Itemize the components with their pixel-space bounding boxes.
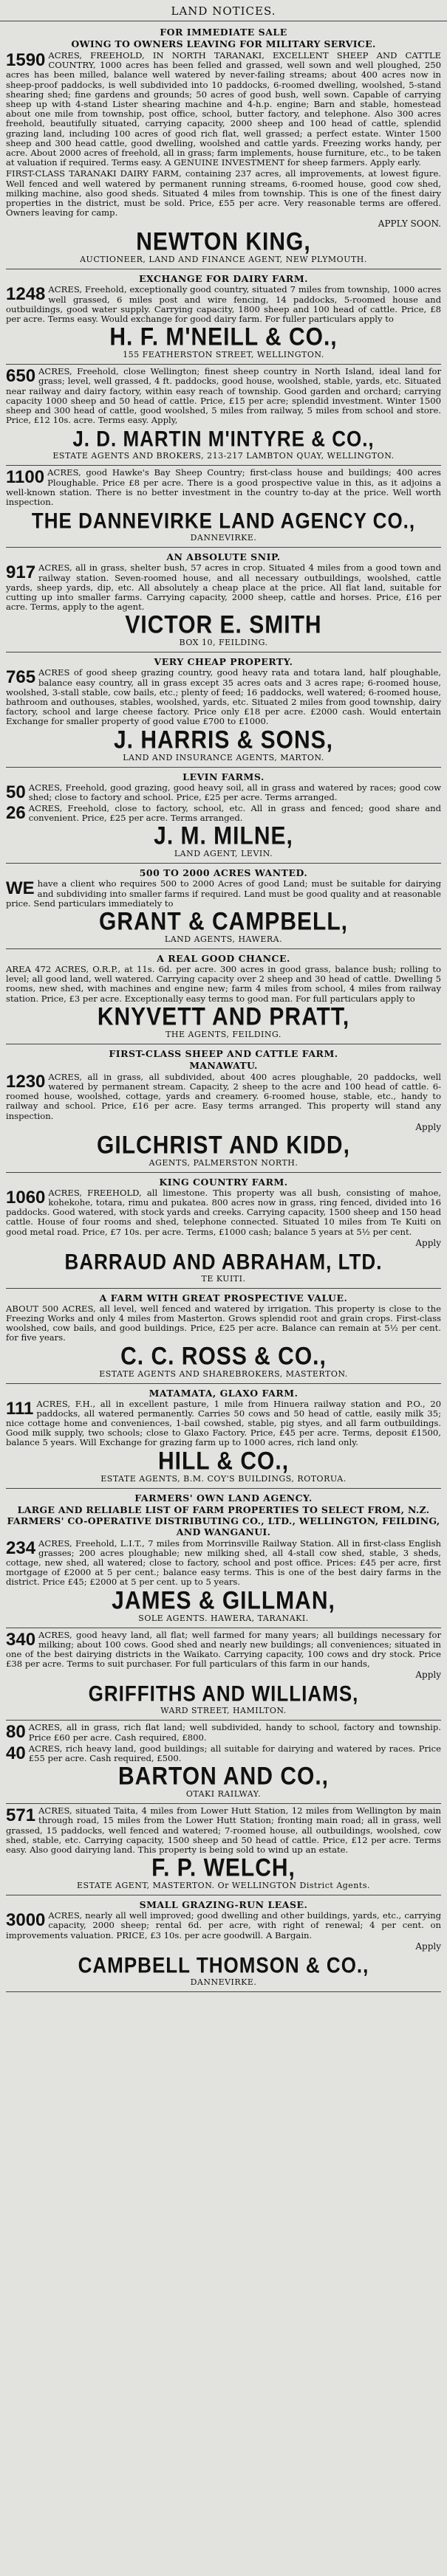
ad-firm-address: ESTATE AGENTS AND SHAREBROKERS, MASTERTON. xyxy=(99,1368,348,1379)
ad-firm-name: NEWTON KING, xyxy=(136,227,311,256)
ad-body xyxy=(6,1188,441,1237)
ad-acreage: 1100 xyxy=(6,467,45,488)
ad-body xyxy=(6,468,441,507)
ad-heading: A FARM WITH GREAT PROSPECTIVE VALUE. xyxy=(99,1292,348,1304)
land-ad xyxy=(6,548,441,652)
ad-body xyxy=(6,1806,441,1855)
ad-firm-name: KNYVETT AND PRATT, xyxy=(97,1002,350,1031)
ad-heading: KING COUNTRY FARM. xyxy=(159,1176,288,1188)
ad-body-second xyxy=(6,1744,441,1763)
ad-heading: SMALL GRAZING-RUN LEASE. xyxy=(139,1899,308,1911)
ad-body xyxy=(6,51,441,168)
ad-acreage: 1248 xyxy=(6,284,46,305)
land-ad xyxy=(6,1721,441,1804)
ad-heading: EXCHANGE FOR DAIRY FARM. xyxy=(138,273,309,285)
ad-body xyxy=(6,965,441,1004)
ad-body-second xyxy=(6,169,441,218)
ad-body xyxy=(6,1539,441,1588)
ad-heading: FIRST-CLASS SHEEP AND CATTLE FARM. xyxy=(109,1047,338,1059)
ad-acreage: 765 xyxy=(6,667,36,688)
land-ad xyxy=(6,768,441,864)
ad-firm-address: TE KUITI. xyxy=(201,1273,246,1284)
ad-body xyxy=(6,879,441,909)
ad-acreage: 1590 xyxy=(6,50,46,70)
ad-firm-name: BARRAUD AND ABRAHAM, LTD. xyxy=(64,1248,383,1275)
ad-subheading: OWING TO OWNERS LEAVING FOR MILITARY SERVICE. xyxy=(71,38,376,49)
ad-body-text: AREA 472 ACRES, O.R.P., at 11s. 6d. per acre. 300 acres in good grass, balance bush; rolling to level; all good land, well watered. Carrying capacity over 2 sheep and 30 head of cattle. Dwelling 5 rooms, new shed, with machines and engine new; farm 4 miles from school, 4 miles from railway station. Price, £3 per acre. Exceptionally easy terms to good man. For full particulars apply to xyxy=(6,963,441,1004)
ad-heading: FARMERS' OWN LAND AGENCY. xyxy=(134,1492,313,1504)
ad-apply-note: Apply xyxy=(415,1237,441,1248)
ad-firm-name: JAMES & GILLMAN, xyxy=(112,1586,335,1615)
ad-firm-address: DANNEVIRKE. xyxy=(190,533,257,543)
ad-body-text: ACRES, good heavy land, all flat; well farmed for many years; all buildings necessary for milking; about 100 cows. Good shed and nearly new buildings; all conveniences; situated in one of the best dairying districts in the Waikato. Carrying capacity, 100 cows and dry stock. Price £38 per acre. Terms to suit purchaser. For full particulars of this farm in our hands, xyxy=(6,1629,441,1670)
ad-body-text: ACRES of good sheep grazing country, good heavy rata and totara land, half ploughable, balance easy country, all in grass except 35 acres oats and 3 acres rape; 6-roomed house, woolshed, 3-stall stable, cow bails, etc.; plenty of feed; 16 paddocks, well watered; 6-roomed house, bathroom and outhouses, stables, woolshed, yards, etc. Situated 2 miles from good township, dairy factory, school and large cheese factory. Price only £18 per acre. £2000 cash. Would entertain Exchange for smaller property of good value £700 to £1000. xyxy=(6,667,441,727)
land-ad xyxy=(6,1044,441,1173)
ad-body-text: ACRES, Freehold, close Wellington; finest sheep country in North Island, ideal land for grass; level, well grassed, 4 ft. paddocks, good house, woolshed, stable, yards, etc. Situated near railway and dairy factory, within easy reach of township. Good garden and orchard; carrying capacity 1000 sheep and 50 head of cattle. Price, £15 per acre; splendid investment. Winter 1500 sheep and 300 head of cattle, good woolshed, 5 miles from railway, 5 miles from school and store. Price, £12 10s. acre. Terms easy. Apply, xyxy=(6,366,441,426)
ad-body xyxy=(6,1072,441,1121)
ad-body-text: ACRES, nearly all well improved; good dwelling and other buildings, yards, etc., carrying capacity, 2000 sheep; rental 6d. per acre, with right of renewal; 4 per cent. on improvements valuation. PRICE, £3 10s. per acre goodwill. A Bargain. xyxy=(6,1910,441,1940)
ad-firm-address: AGENTS, PALMERSTON NORTH. xyxy=(149,1157,298,1168)
ad-firm-address: THE AGENTS, FEILDING. xyxy=(166,1029,281,1039)
land-ad xyxy=(6,1895,441,1992)
ad-firm-address: OTAKI RAILWAY. xyxy=(185,1789,262,1800)
ad-acreage: 650 xyxy=(6,366,36,387)
classified-ads-column xyxy=(0,23,447,1992)
ad-body-text: ACRES, all in grass, shelter bush, 57 acres in crop. Situated 4 miles from a good town and railway station. Seven-roomed house, and all necessary outbuildings, woolshed, cattle yards, sheep yards, dip, etc. All absolutely a cheap place at the price. All flat land, suitable for cutting up into smaller farms. Carrying capacity, 2000 sheep, cattle and horses. Price, £16 per acre. Terms, apply to the agent. xyxy=(6,562,441,613)
ad-firm-address: AUCTIONEER, LAND AND FINANCE AGENT, NEW PLYMOUTH. xyxy=(80,255,367,265)
land-ad xyxy=(6,1289,441,1384)
land-ad xyxy=(6,1489,441,1628)
ad-body-text: ACRES, F.H., all in excellent pasture, 1 mile from Hinuera railway station and P.O., 20 paddocks, all watered permanently. Carries 50 cows and 50 head of cattle, easily milk 35; nice cottage home and conveniences, 1-bail cowshed, stable, pig styes, and all farm outbuildings. Good milk supply, two schools; close to Glaxo Factory. Price, £45 per acre. Terms, deposit £1500, balance 5 years. Will Exchange for grazing farm up to 1000 acres, rich land only. xyxy=(6,1398,441,1448)
ad-firm-address: LAND AGENTS, HAWERA. xyxy=(164,934,283,944)
ad-body xyxy=(6,1304,441,1343)
ad-firm-address: DANNEVIRKE. xyxy=(190,1977,257,1987)
ad-body xyxy=(6,1399,441,1448)
ad-acreage: WE xyxy=(6,878,35,899)
ad-apply-note: Apply xyxy=(415,1121,441,1132)
land-ad xyxy=(6,23,441,269)
ad-heading: MATAMATA, GLAXO FARM. xyxy=(149,1387,298,1399)
ad-body-text: ACRES, Freehold, good grazing, good heavy soil, all in grass and watered by races; good cow shed; close to factory and school. Price, £25 per acre. Terms arranged. xyxy=(28,782,441,802)
ad-acreage: 1230 xyxy=(6,1071,46,1092)
ad-body-text: ACRES, FREEHOLD, IN NORTH TARANAKI, EXCELLENT SHEEP AND CATTLE COUNTRY, 1000 acres has been felled and grassed, well sown and well ploughed, 250 acres has been milled, balance well watered by never-failing streams; about 400 acres now in sheep-proof paddocks, is well subdivided into 10 paddocks, 6-roomed dwelling, woolshed, 5-stand shearing shed; fine gardens and grounds; 50 acres of good bush, well sown. Capable of carrying sheep up with 4-stand Lister shearing machine and 4-h.p. engine; Barn and stable, homestead about one mile from township, post office, school, butter factory, and telephone. Also 300 acres freehold, beautifully situated, carrying capacity, 2000 sheep and 100 head of cattle, splendid grazing land, including 100 acres of good rich flat, well grassed; a perfect estate. Winter 1500 sheep and 300 head cattle, good dwelling, woolshed and cattle yards. Freezing works handy, per acre. About 2000 acres of freehold, all in grass; farm implements, house furniture, etc., to be taken at valuation if required. Terms easy. A GENUINE INVESTMENT for sheep farmers. Apply early. xyxy=(6,50,441,168)
ad-apply-note: APPLY SOON. xyxy=(378,218,441,230)
ad-body-text: ACRES, all in grass, rich flat land; well subdivided, handy to school, factory and township. Price £60 per acre. Cash required, £800. xyxy=(28,1722,441,1743)
ad-firm-address: WARD STREET, HAMILTON. xyxy=(160,1706,287,1716)
land-ad xyxy=(6,1628,441,1721)
ad-firm-name: J. HARRIS & SONS, xyxy=(113,725,334,754)
ad-firm-address: BOX 10, FEILDING. xyxy=(179,638,268,648)
ad-body-second xyxy=(6,804,441,823)
land-ad xyxy=(6,466,441,548)
land-ad xyxy=(6,269,441,365)
ad-body-second-text: ACRES, Freehold, close to factory, school, etc. All in grass and fenced; good share and convenient. Price, £25 per acre. Terms arranged. xyxy=(28,802,441,824)
ad-firm-address: LAND AGENT, LEVIN. xyxy=(174,849,273,859)
ad-body-text: ACRES, FREEHOLD, all limestone. This property was all bush, consisting of mahoe, kohekohe, totara, rimu and pukatea. 800 acres now in grass, ring fenced, divided into 16 paddocks. Good watered, with stock yards and creeks. Carrying capacity, 1500 sheep and 150 head cattle. House of four rooms and shed, telephone connected. Situated 10 miles from Te Kuiti on good metal road. Price, £7 10s. per acre. Terms, £1000 cash; balance 5 years at 5½ per cent. xyxy=(6,1187,441,1237)
ad-firm-name: GILCHRIST AND KIDD, xyxy=(97,1131,350,1160)
ad-firm-name: GRANT & CAMPBELL, xyxy=(99,907,348,936)
ad-firm-name: J. M. MILNE, xyxy=(154,822,293,850)
ad-acreage: 80 xyxy=(6,1722,26,1743)
ad-firm-name: THE DANNEVIRKE LAND AGENCY CO., xyxy=(31,508,416,534)
ad-body-text: ABOUT 500 ACRES, all level, well fenced and watered by irrigation. This property is close to the Freezing Works and only 4 miles from Masterton. Grows splendid root and grain crops. First-class woolshed, cow bails, and good buildings. Price, £25 per acre. Balance can remain at 5½ per cent. for five years. xyxy=(6,1303,441,1343)
ad-firm-address: ESTATE AGENT, MASTERTON. Or WELLINGTON District Agents. xyxy=(77,1881,370,1891)
ad-subheading: LARGE AND RELIABLE LIST OF FARM PROPERTIES TO SELECT FROM, N.Z. FARMERS' CO-OPERATIVE DISTRIBUTING CO., LTD., WELLINGTON, FEILDING, AND WANGANUI. xyxy=(7,1504,440,1537)
ad-body xyxy=(6,367,441,425)
ad-firm-address: LAND AND INSURANCE AGENTS, MARTON. xyxy=(123,752,324,762)
ad-heading: VERY CHEAP PROPERTY. xyxy=(154,656,293,668)
ad-acreage: 3000 xyxy=(6,1910,46,1931)
ad-firm-name: F. P. WELCH, xyxy=(151,1853,296,1882)
land-ad xyxy=(6,1173,441,1289)
ad-firm-name: H. F. M'NEILL & CO., xyxy=(109,323,338,351)
ad-apply-note: Apply xyxy=(415,1940,441,1952)
ad-firm-name: VICTOR E. SMITH xyxy=(125,610,322,639)
ad-body-text: ACRES, situated Taita, 4 miles from Lower Hutt Station, 12 miles from Wellington by main through road, 15 miles from the Lower Hutt Station; fronting main road; all in grass, well grassed, 15 paddocks, well fenced and watered; 7-roomed house, all outbuildings, woolshed, cow shed, stable, etc. Carrying capacity, 1500 sheep and 50 head of cattle. Price, £12 per acre. Terms easy. Also good dairying land. This property is being sold to wind up an estate. xyxy=(6,1805,441,1856)
land-ad xyxy=(6,864,441,949)
land-ad xyxy=(6,1384,441,1489)
ad-acreage: 111 xyxy=(6,1398,34,1419)
ad-firm-address: ESTATE AGENTS AND BROKERS, 213-217 LAMBTON QUAY, WELLINGTON. xyxy=(52,451,395,461)
ad-firm-address: SOLE AGENTS. HAWERA, TARANAKI. xyxy=(138,1613,309,1623)
ad-body-second-text: FIRST-CLASS TARANAKI DAIRY FARM, containing 237 acres, all improvements, at lowest figure. Well fenced and well watered by permanent running streams, 6-roomed house, good cow shed, milking machine, also good sheds. Situated 4 miles from township. This is one of the finest dairy properties in the district, must be sold. Price, £55 per acre. Very reasonable terms are offered. Owners leaving for camp. xyxy=(6,168,441,218)
ad-acreage: 571 xyxy=(6,1805,36,1826)
ad-firm-address: 155 FEATHERSTON STREET, WELLINGTON. xyxy=(123,350,324,360)
ad-heading: 500 TO 2000 ACRES WANTED. xyxy=(139,867,308,879)
ad-heading: AN ABSOLUTE SNIP. xyxy=(166,551,281,563)
land-ad xyxy=(6,1804,441,1895)
ad-body-text: ACRES, good Hawke's Bay Sheep Country; first-class house and buildings; 400 acres Ploughable. Price £8 per acre. There is a good prospective value in this, as it adjoins a well-known station. There is no better investment in the country to-day at the price. Well worth inspection. xyxy=(6,467,441,508)
ad-heading: FOR IMMEDIATE SALE xyxy=(160,27,287,38)
ad-body-text: ACRES, all in grass, all subdivided, about 400 acres ploughable, 20 paddocks, well watered by permanent stream. Capacity, 2 sheep to the acre and 100 head of cattle. 6-roomed house, woolshed, cottage, yards and creamery. 6-roomed house, stable, etc., handy to railway and school. Price, £16 per acre. Easy terms arranged. This property will stand any inspection. xyxy=(6,1071,441,1121)
ad-body-text: have a client who requires 500 to 2000 Acres of good Land; must be suitable for dairying and subdividing into smaller farms if required. Land must be good quality and at reasonable price. Send particulars immediately to xyxy=(6,878,441,909)
ad-acreage: 340 xyxy=(6,1629,36,1650)
ad-heading: LEVIN FARMS. xyxy=(182,771,265,782)
ad-firm-name: CAMPBELL THOMSON & CO., xyxy=(78,1952,369,1978)
ad-firm-name: C. C. ROSS & CO., xyxy=(120,1342,327,1371)
ad-body xyxy=(6,668,441,726)
ad-firm-address: ESTATE AGENTS, B.M. COY'S BUILDINGS, ROTORUA. xyxy=(100,1473,347,1484)
ad-acreage-second: 26 xyxy=(6,802,26,823)
ad-body-text: ACRES, Freehold, exceptionally good country, situated 7 miles from township, 1000 acres well grassed, 6 miles post and wire fencing, 14 paddocks, 5-roomed house and outbuildings, good water supply. Carrying capacity, 1800 sheep and 100 head of cattle. Price, £8 per acre. Terms easy. Would exchange for good dairy farm. For fuller particulars apply to xyxy=(6,284,441,325)
page-title: LAND NOTICES. xyxy=(171,4,276,18)
ad-body-second-text: ACRES, rich heavy land, good buildings; all suitable for dairying and watered by races. Price £55 per acre. Cash required, £500. xyxy=(28,1743,441,1764)
ad-apply-note: Apply xyxy=(415,1670,441,1681)
ad-body xyxy=(6,563,441,612)
ad-firm-name: HILL & CO., xyxy=(157,1447,290,1475)
ad-firm-name: BARTON AND CO., xyxy=(118,1762,329,1791)
ad-firm-name: J. D. MARTIN M'INTYRE & CO., xyxy=(72,426,375,452)
ad-acreage: 917 xyxy=(6,562,36,583)
land-ad xyxy=(6,652,441,767)
ad-body-text: ACRES, Freehold, L.I.T., 7 miles from Morrinsville Railway Station. All in first-class English grasses; 200 acres ploughable; new milking shed, all 4-stall cow shed, stable, 3 sheds, cottage, new shed, all watered; close to factory, school and post office. Prices: £45 per acre, first mortgage of £2000 at 5 per cent.; balance easy terms. This is one of the best dairy farms in the district. Price £45; £2000 at 5 per cent. up to 5 years. xyxy=(6,1537,441,1588)
ad-acreage-second: 40 xyxy=(6,1743,26,1763)
land-ad xyxy=(6,949,441,1044)
ad-body xyxy=(6,1630,441,1670)
ad-acreage: 1060 xyxy=(6,1187,46,1208)
ad-subheading: MANAWATU. xyxy=(189,1059,258,1071)
ad-body xyxy=(6,1911,441,1940)
ad-body xyxy=(6,1723,441,1742)
ad-firm-name: GRIFFITHS AND WILLIAMS, xyxy=(88,1681,359,1707)
land-ad xyxy=(6,365,441,466)
ad-body xyxy=(6,783,441,802)
ad-body xyxy=(6,285,441,324)
ad-acreage: 50 xyxy=(6,782,26,802)
ad-acreage: 234 xyxy=(6,1537,36,1558)
ad-heading: A REAL GOOD CHANCE. xyxy=(157,952,290,964)
